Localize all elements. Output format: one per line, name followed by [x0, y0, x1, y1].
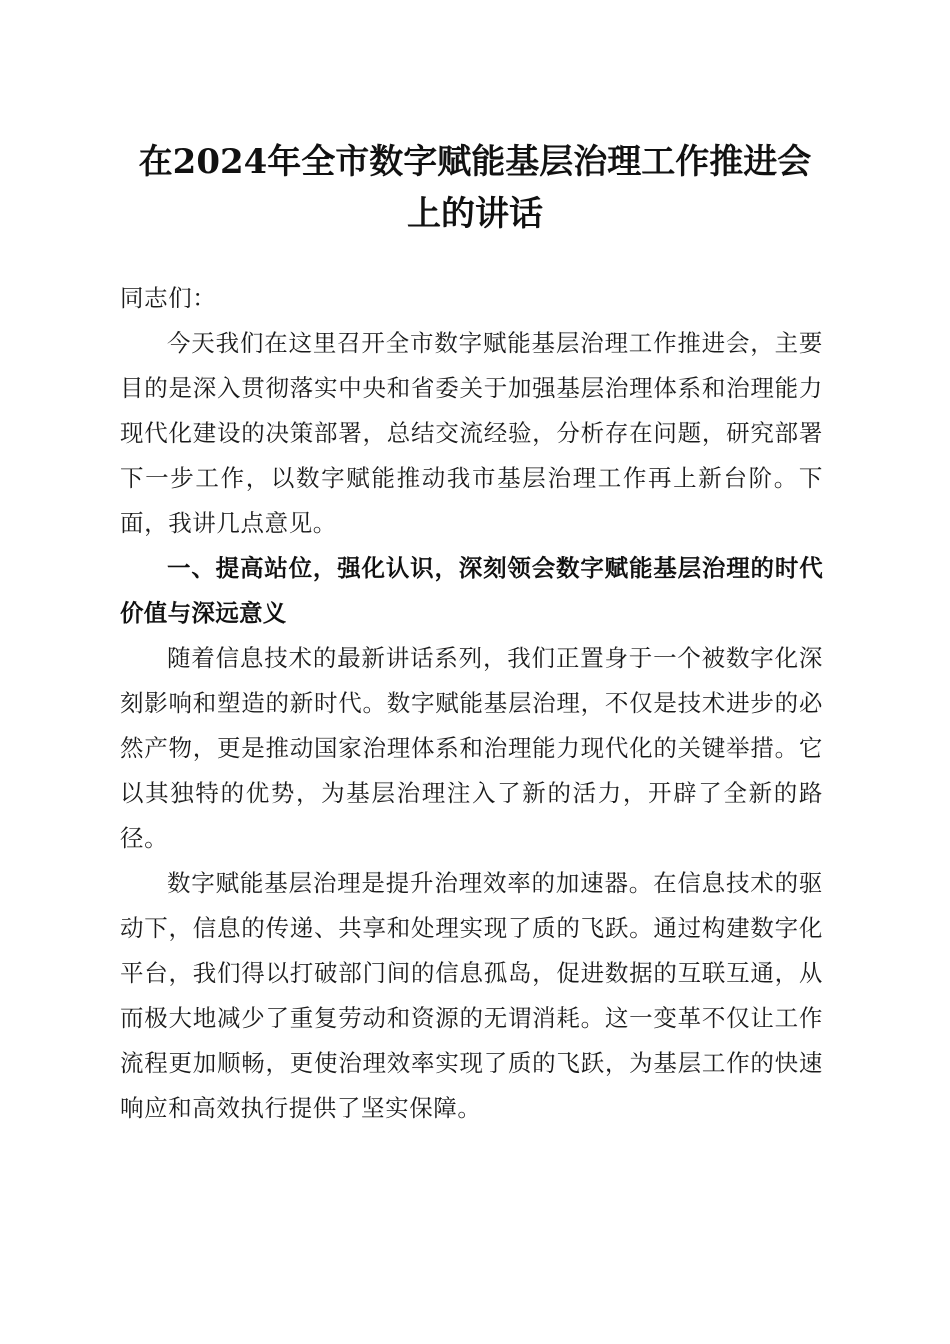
- title-line-2: 上的讲话: [407, 194, 543, 234]
- paragraph-1: 随着信息技术的最新讲话系列，我们正置身于一个被数字化深刻影响和塑造的新时代。数字赋能基层治理，不仅是技术进步的必然产物，更是推动国家治理体系和治理能力现代化的关键举措。它以其独特的优势，为基层治理注入了新的活力，开辟了全新的路径。: [120, 644, 823, 852]
- salutation: 同志们：: [120, 284, 217, 312]
- section-heading-1: 一、提高站位，强化认识，深刻领会数字赋能基层治理的时代价值与深远意义: [120, 554, 823, 627]
- document-body: [120, 276, 823, 1131]
- paragraph-2: 数字赋能基层治理是提升治理效率的加速器。在信息技术的驱动下，信息的传递、共享和处理实现了质的飞跃。通过构建数字化平台，我们得以打破部门间的信息孤岛，促进数据的互联互通，从而极大地减少了重复劳动和资源的无谓消耗。这一变革不仅让工作流程更加顺畅，更使治理效率实现了质的飞跃，为基层工作的快速响应和高效执行提供了坚实保障。: [120, 869, 823, 1122]
- paragraph-intro: 今天我们在这里召开全市数字赋能基层治理工作推进会，主要目的是深入贯彻落实中央和省委关于加强基层治理体系和治理能力现代化建设的决策部署，总结交流经验，分析存在问题，研究部署下一步工作，以数字赋能推动我市基层治理工作再上新台阶。下面，我讲几点意见。: [120, 329, 823, 537]
- document-title: [110, 136, 840, 240]
- title-line-1: 在2024年全市数字赋能基层治理工作推进会: [138, 142, 812, 182]
